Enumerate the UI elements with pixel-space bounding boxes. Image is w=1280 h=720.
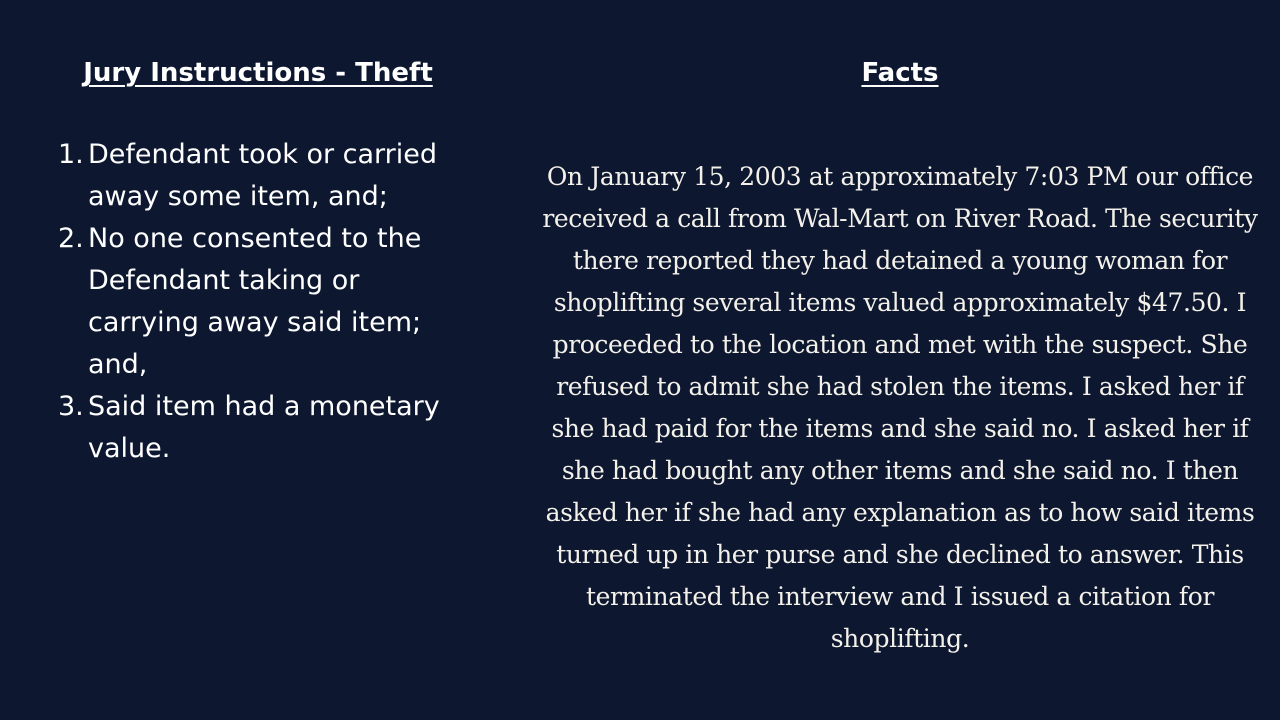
jury-instructions-title: Jury Instructions - Theft xyxy=(83,58,433,88)
list-item-text: Said item had a monetary value. xyxy=(88,391,440,464)
facts-body: On January 15, 2003 at approximately 7:03 PM our office received a call from Wal-Mart on River Road. The security there reported they had detained a young woman for shoplifting several items valued approximately $47.50. I proceeded to the location and met with the suspect. She refused to admit she had stolen the items. I asked her if she had paid for the items and she said no. I asked her if she had bought any other items and she said no. I then asked her if she had any explanation as to how said items turned up in her purse and she declined to answer. This terminated the interview and I issued a citation for shoplifting. xyxy=(542,162,1258,653)
list-item-number: 3. xyxy=(58,391,84,422)
jury-instructions-panel xyxy=(58,52,478,470)
list-item xyxy=(58,218,478,386)
list-item-text: No one consented to the Defendant taking or carrying away said item; and, xyxy=(88,223,422,380)
list-item-number: 2. xyxy=(58,223,84,254)
list-item xyxy=(58,134,478,218)
list-item-text: Defendant took or carried away some item, and; xyxy=(88,139,438,212)
facts-panel xyxy=(540,52,1260,660)
facts-title: Facts xyxy=(861,58,939,88)
list-item-number: 1. xyxy=(58,139,84,170)
jury-instructions-list xyxy=(58,134,478,470)
list-item xyxy=(58,386,478,470)
